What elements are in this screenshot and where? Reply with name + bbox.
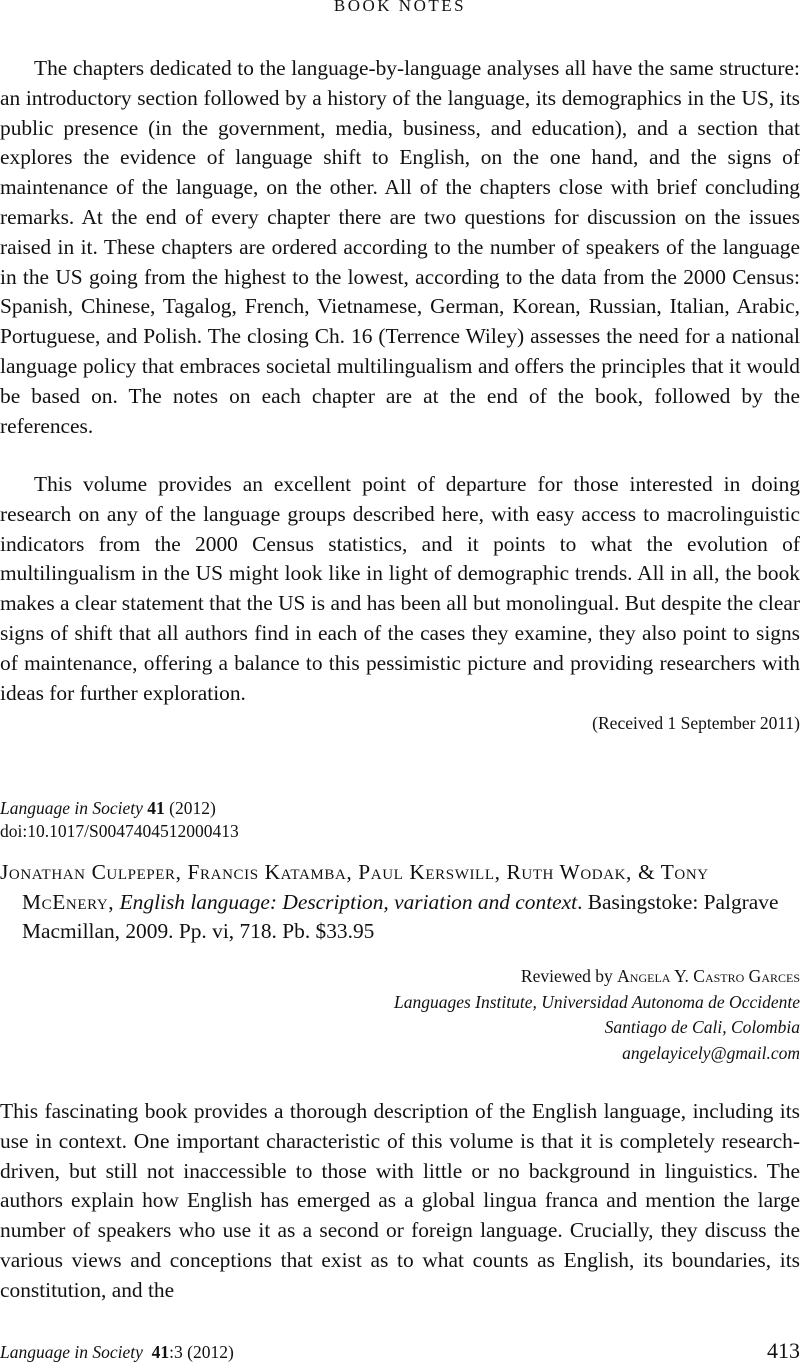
doi-link[interactable]: doi:10.1017/S0047404512000413 (0, 821, 239, 841)
book-title: English language: Description, variation and context (119, 889, 578, 914)
journal-year: (2012) (169, 798, 216, 818)
journal-citation-line (0, 797, 239, 820)
reviewer-line (394, 964, 800, 990)
book-authors: Jonathan Culpeper, Francis Katamba, Paul Kerswill, Ruth Wodak, & Tony McEnery, (0, 860, 709, 914)
footer-issue: :3 (2012) (169, 1342, 234, 1362)
reviewer-block (394, 964, 800, 1066)
paragraph-review-intro: This fascinating book provides a thorough description of the English language, including its use in context. One important characteristic of this volume is that it is completely research-driven, but still not inaccessible to those with little or no background in linguistics. The authors explain how English has emerged as a global lingua franca and mention the large number of speakers who use it as a second or foreign language. Crucially, they discuss the various views and conceptions that exist as to what counts as English, its boundaries, its constitution, and the (0, 1099, 800, 1302)
journal-volume: 41 (147, 798, 165, 818)
footer-volume: 41 (151, 1342, 170, 1362)
book-citation (0, 858, 800, 947)
reviewer-prefix: Reviewed by (520, 966, 613, 986)
paragraph-volume-evaluation: This volume provides an excellent point of departure for those interested in doing research on any of the language groups described here, with easy access to macrolinguistic indicators from the 2000 Census statistics, and it points to what the evolution of multilingualism in the US might look like in light of demographic trends. All in all, the book makes a clear statement that the US is and has been all but monolingual. But despite the clear signs of shift that all authors find in each of the cases they examine, they also point to signs of maintenance, offering a balance to this pessimistic picture and providing researchers with ideas for further exploration. (0, 472, 800, 705)
book-publication: . Basingstoke: Palgrave Macmillan, 2009. Pp. vi, 718. Pb. $33.95 (22, 889, 779, 943)
reviewer-email[interactable]: angelayicely@gmail.com (622, 1042, 800, 1063)
running-head: BOOK NOTES (333, 0, 467, 15)
reviewer-name: Angela Y. Castro Garces (617, 966, 800, 986)
paragraph-chapter-structure: The chapters dedicated to the language-by-language analyses all have the same structure: an introductory section followed by a history of the language, its demographics in the US, its public presence (in the government, media, business, and education), and a section that explores the evidence of language shift to English, on the one hand, and the signs of maintenance of the language, on the other. All of the chapters close with brief concluding remarks. At the end of every chapter there are two questions for discussion on the issues raised in it. These chapters are ordered according to the number of speakers of the language in the US going from the highest to the lowest, according to the data from the 2000 Census: Spanish, Chinese, Tagalog, French, Vietnamese, German, Korean, Russian, Italian, Arabic, Portuguese, and Polish. The closing Ch. 16 (Terrence Wiley) assesses the need for a national language policy that embraces societal multilingualism and offers the principles that it would be based on. The notes on each chapter are at the end of the book, followed by the references. (0, 56, 800, 438)
journal-info (0, 797, 239, 843)
reviewer-location: Santiago de Cali, Colombia (604, 1017, 800, 1037)
journal-title: Language in Society (0, 798, 143, 818)
page-number: 413 (767, 1338, 800, 1363)
reviewer-institute: Languages Institute, Universidad Autonoma de Occidente (393, 991, 800, 1012)
page-footer (0, 1338, 800, 1363)
footer-journal: Language in Society (0, 1342, 143, 1362)
received-date: (Received 1 September 2011) (592, 713, 800, 733)
